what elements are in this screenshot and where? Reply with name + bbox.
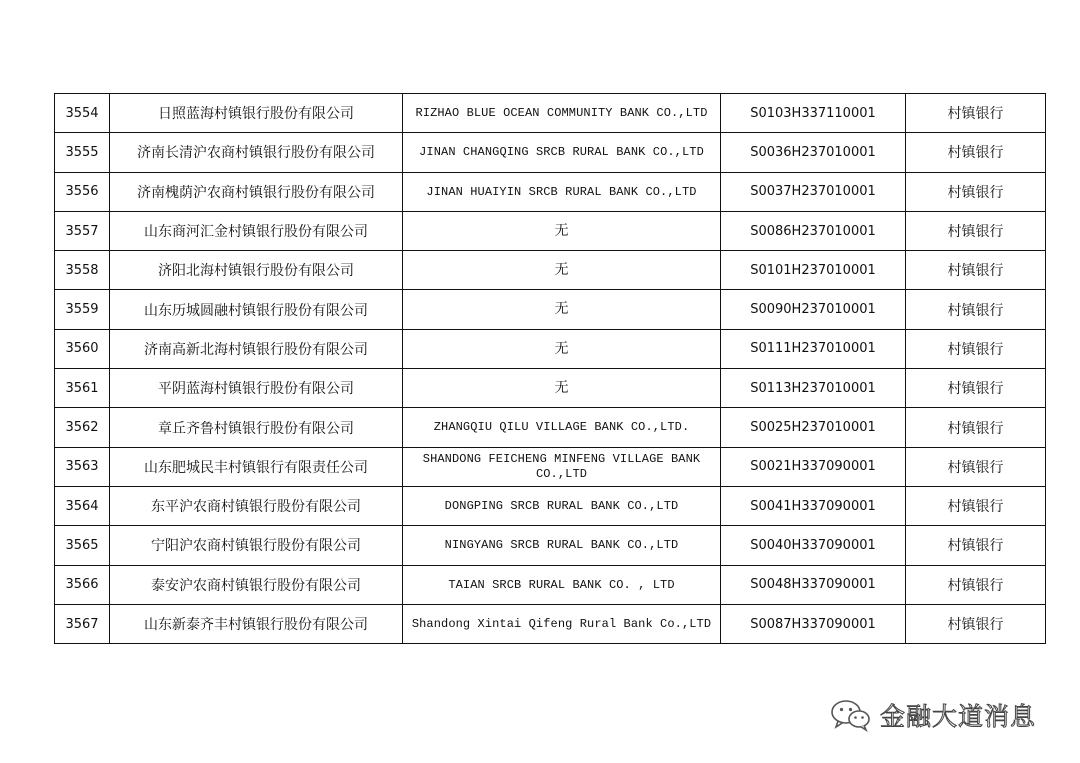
table-row bbox=[55, 408, 1046, 447]
cell-institution-code: S0087H337090001 bbox=[721, 604, 906, 643]
table-row bbox=[55, 565, 1046, 604]
cell-chinese-name: 山东新泰齐丰村镇银行股份有限公司 bbox=[110, 604, 403, 643]
cell-institution-type: 村镇银行 bbox=[906, 290, 1046, 329]
cell-institution-type: 村镇银行 bbox=[906, 369, 1046, 408]
cell-number: 3558 bbox=[55, 251, 110, 290]
cell-chinese-name: 济阳北海村镇银行股份有限公司 bbox=[110, 251, 403, 290]
cell-institution-code: S0113H237010001 bbox=[721, 369, 906, 408]
cell-institution-type: 村镇银行 bbox=[906, 447, 1046, 486]
cell-number: 3559 bbox=[55, 290, 110, 329]
cell-institution-type: 村镇银行 bbox=[906, 94, 1046, 133]
wechat-icon bbox=[830, 697, 872, 733]
watermark bbox=[830, 695, 1036, 735]
cell-chinese-name: 平阴蓝海村镇银行股份有限公司 bbox=[110, 369, 403, 408]
cell-institution-code: S0103H337110001 bbox=[721, 94, 906, 133]
table-row bbox=[55, 604, 1046, 643]
cell-english-name: RIZHAO BLUE OCEAN COMMUNITY BANK CO.,LTD bbox=[403, 94, 721, 133]
table-body bbox=[55, 94, 1046, 644]
cell-number: 3555 bbox=[55, 133, 110, 172]
cell-english-name: 无 bbox=[403, 211, 721, 250]
watermark-text: 金融大道消息 bbox=[880, 702, 1037, 731]
cell-chinese-name: 山东商河汇金村镇银行股份有限公司 bbox=[110, 211, 403, 250]
cell-number: 3562 bbox=[55, 408, 110, 447]
cell-number: 3561 bbox=[55, 369, 110, 408]
cell-institution-code: S0101H237010001 bbox=[721, 251, 906, 290]
cell-institution-type: 村镇银行 bbox=[906, 251, 1046, 290]
cell-number: 3554 bbox=[55, 94, 110, 133]
cell-institution-type: 村镇银行 bbox=[906, 486, 1046, 525]
cell-number: 3556 bbox=[55, 172, 110, 211]
cell-chinese-name: 济南高新北海村镇银行股份有限公司 bbox=[110, 329, 403, 368]
cell-chinese-name: 宁阳沪农商村镇银行股份有限公司 bbox=[110, 526, 403, 565]
cell-chinese-name: 章丘齐鲁村镇银行股份有限公司 bbox=[110, 408, 403, 447]
table-row bbox=[55, 172, 1046, 211]
cell-english-name: NINGYANG SRCB RURAL BANK CO.,LTD bbox=[403, 526, 721, 565]
cell-chinese-name: 山东肥城民丰村镇银行有限责任公司 bbox=[110, 447, 403, 486]
cell-institution-type: 村镇银行 bbox=[906, 172, 1046, 211]
cell-english-name: 无 bbox=[403, 369, 721, 408]
table-row bbox=[55, 94, 1046, 133]
cell-english-name: TAIAN SRCB RURAL BANK CO. , LTD bbox=[403, 565, 721, 604]
cell-chinese-name: 济南长清沪农商村镇银行股份有限公司 bbox=[110, 133, 403, 172]
cell-institution-code: S0037H237010001 bbox=[721, 172, 906, 211]
cell-institution-code: S0025H237010001 bbox=[721, 408, 906, 447]
cell-number: 3557 bbox=[55, 211, 110, 250]
cell-institution-type: 村镇银行 bbox=[906, 408, 1046, 447]
cell-english-name: 无 bbox=[403, 251, 721, 290]
cell-number: 3566 bbox=[55, 565, 110, 604]
cell-english-name: DONGPING SRCB RURAL BANK CO.,LTD bbox=[403, 486, 721, 525]
cell-institution-code: S0036H237010001 bbox=[721, 133, 906, 172]
cell-institution-type: 村镇银行 bbox=[906, 604, 1046, 643]
cell-institution-code: S0111H237010001 bbox=[721, 329, 906, 368]
cell-english-name: 无 bbox=[403, 290, 721, 329]
cell-institution-type: 村镇银行 bbox=[906, 211, 1046, 250]
cell-chinese-name: 济南槐荫沪农商村镇银行股份有限公司 bbox=[110, 172, 403, 211]
cell-institution-type: 村镇银行 bbox=[906, 526, 1046, 565]
cell-institution-code: S0086H237010001 bbox=[721, 211, 906, 250]
table-row bbox=[55, 329, 1046, 368]
cell-institution-code: S0021H337090001 bbox=[721, 447, 906, 486]
table-row bbox=[55, 526, 1046, 565]
cell-chinese-name: 日照蓝海村镇银行股份有限公司 bbox=[110, 94, 403, 133]
cell-english-name: 无 bbox=[403, 329, 721, 368]
cell-english-name: Shandong Xintai Qifeng Rural Bank Co.,LTD bbox=[403, 604, 721, 643]
table-row bbox=[55, 290, 1046, 329]
cell-number: 3560 bbox=[55, 329, 110, 368]
cell-english-name: ZHANGQIU QILU VILLAGE BANK CO.,LTD. bbox=[403, 408, 721, 447]
cell-chinese-name: 泰安沪农商村镇银行股份有限公司 bbox=[110, 565, 403, 604]
cell-institution-code: S0041H337090001 bbox=[721, 486, 906, 525]
cell-institution-code: S0090H237010001 bbox=[721, 290, 906, 329]
cell-chinese-name: 东平沪农商村镇银行股份有限公司 bbox=[110, 486, 403, 525]
cell-english-name: JINAN HUAIYIN SRCB RURAL BANK CO.,LTD bbox=[403, 172, 721, 211]
cell-institution-type: 村镇银行 bbox=[906, 565, 1046, 604]
cell-number: 3567 bbox=[55, 604, 110, 643]
cell-institution-type: 村镇银行 bbox=[906, 329, 1046, 368]
cell-institution-type: 村镇银行 bbox=[906, 133, 1046, 172]
cell-institution-code: S0040H337090001 bbox=[721, 526, 906, 565]
cell-number: 3565 bbox=[55, 526, 110, 565]
table-row bbox=[55, 486, 1046, 525]
cell-english-name: SHANDONG FEICHENG MINFENG VILLAGE BANK CO.,LTD bbox=[403, 447, 721, 486]
cell-english-name: JINAN CHANGQING SRCB RURAL BANK CO.,LTD bbox=[403, 133, 721, 172]
table-row bbox=[55, 133, 1046, 172]
cell-number: 3564 bbox=[55, 486, 110, 525]
cell-number: 3563 bbox=[55, 447, 110, 486]
cell-chinese-name: 山东历城圆融村镇银行股份有限公司 bbox=[110, 290, 403, 329]
table-row bbox=[55, 251, 1046, 290]
cell-institution-code: S0048H337090001 bbox=[721, 565, 906, 604]
table-row bbox=[55, 447, 1046, 486]
bank-list-table bbox=[54, 93, 1046, 644]
table-row bbox=[55, 369, 1046, 408]
table-row bbox=[55, 211, 1046, 250]
